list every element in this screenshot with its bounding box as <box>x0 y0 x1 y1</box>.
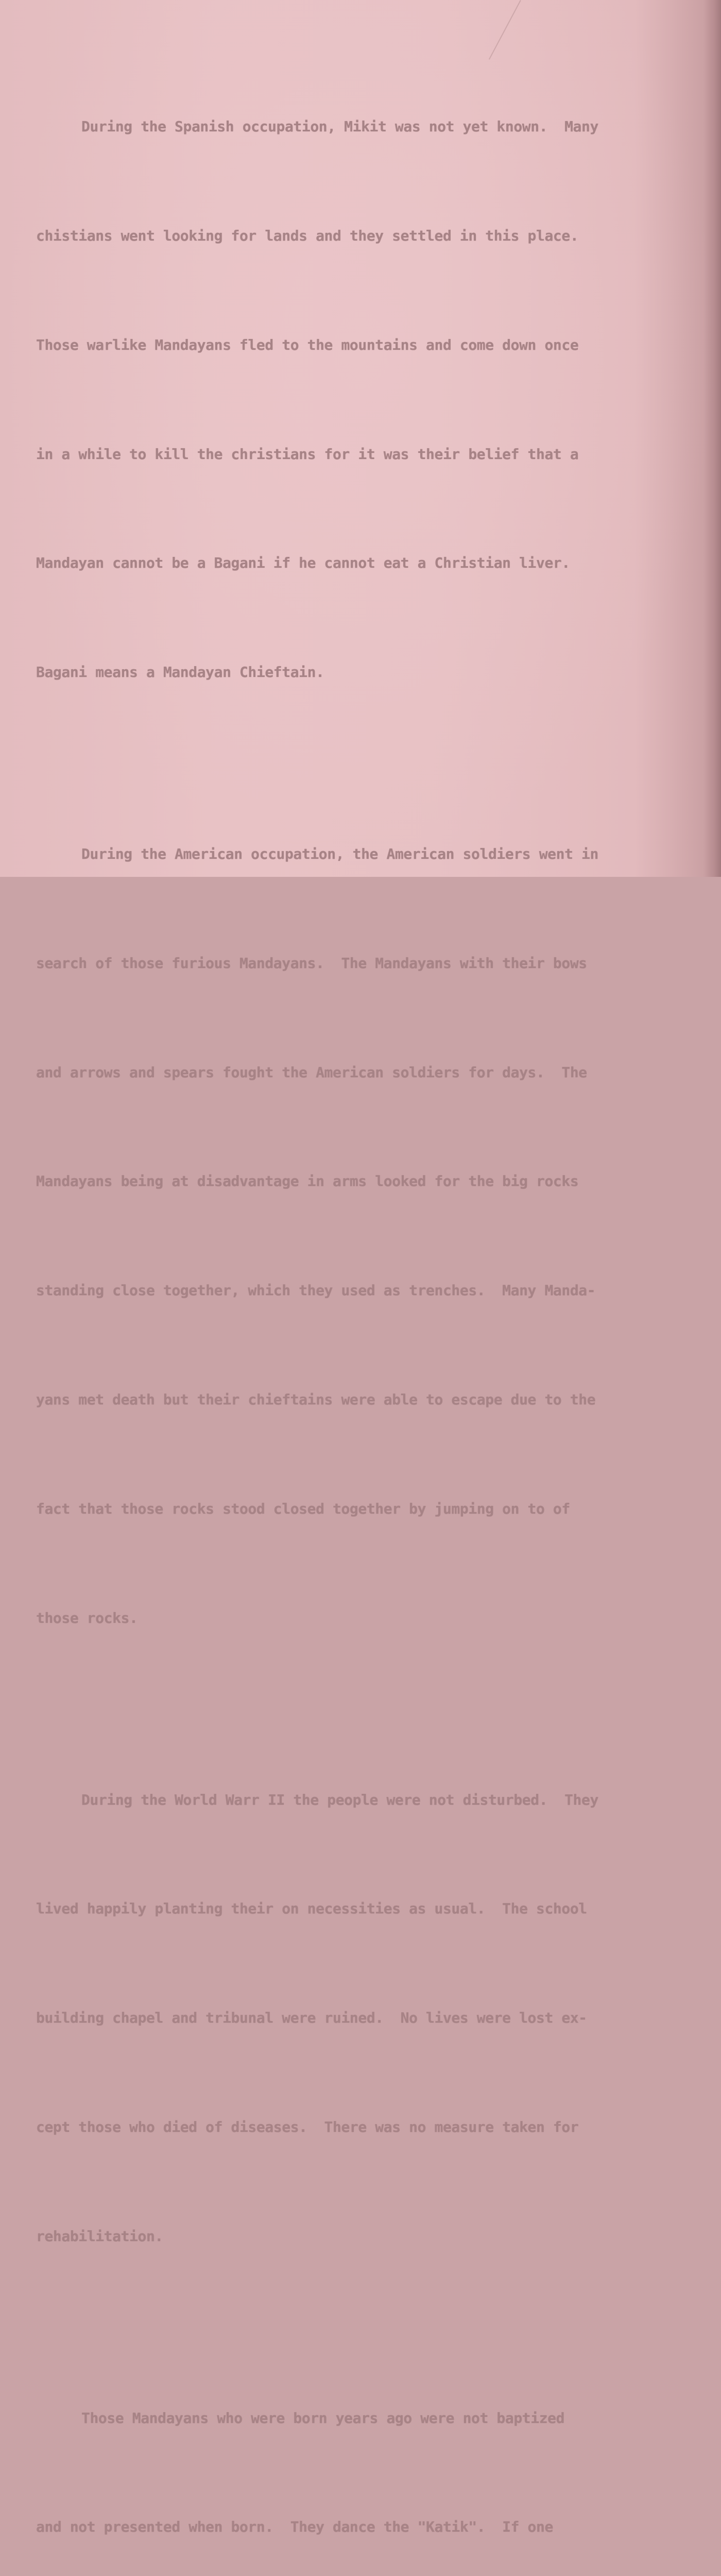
text-line: During the Spanish occupation, Mikit was not yet known. Many <box>81 118 598 135</box>
text-line: cept those who died of diseases. There was no measure taken for <box>36 2118 579 2136</box>
text-line: those rocks. <box>36 1609 138 1626</box>
text-line: building chapel and tribunal were ruined. No lives were lost ex- <box>36 2009 587 2027</box>
page-edge-shadow <box>703 0 721 877</box>
text-line: chistians went looking for lands and they settled in this place. <box>36 227 579 244</box>
text-line: Those warlike Mandayans fled to the mountains and come down once <box>36 336 579 353</box>
text-line: During the World Warr II the people were not disturbed. They <box>81 1791 598 1808</box>
paragraph-customs <box>36 2327 639 2576</box>
paragraph-world-war-ii <box>36 1709 639 2327</box>
text-line: and not presented when born. They dance the "Katik". If one <box>36 2518 553 2536</box>
paragraph-american-occupation <box>36 764 639 1709</box>
text-line: Mandayans being at disadvantage in arms looked for the big rocks <box>36 1173 579 1190</box>
text-line: Bagani means a Mandayan Chieftain. <box>36 664 324 681</box>
text-line: search of those furious Mandayans. The Mandayans with their bows <box>36 954 587 972</box>
text-line: Those Mandayans who were born years ago were not baptized <box>81 2409 565 2427</box>
text-line: lived happily planting their on necessities as usual. The school <box>36 1900 587 1918</box>
text-line: standing close together, which they used as trenches. Many Manda- <box>36 1282 596 1299</box>
text-line: yans met death but their chieftains were able to escape due to the <box>36 1391 596 1408</box>
text-line: fact that those rocks stood closed together by jumping on to of <box>36 1500 570 1517</box>
paragraph-spanish-occupation <box>36 36 639 764</box>
text-line: rehabilitation. <box>36 2227 163 2245</box>
text-line: During the American occupation, the American soldiers went in <box>81 845 598 863</box>
typewritten-text <box>36 36 639 2576</box>
text-line: Mandayan cannot be a Bagani if he cannot eat a Christian liver. <box>36 554 570 572</box>
text-line: in a while to kill the christians for it was their belief that a <box>36 445 579 463</box>
text-line: and arrows and spears fought the American soldiers for days. The <box>36 1063 587 1081</box>
